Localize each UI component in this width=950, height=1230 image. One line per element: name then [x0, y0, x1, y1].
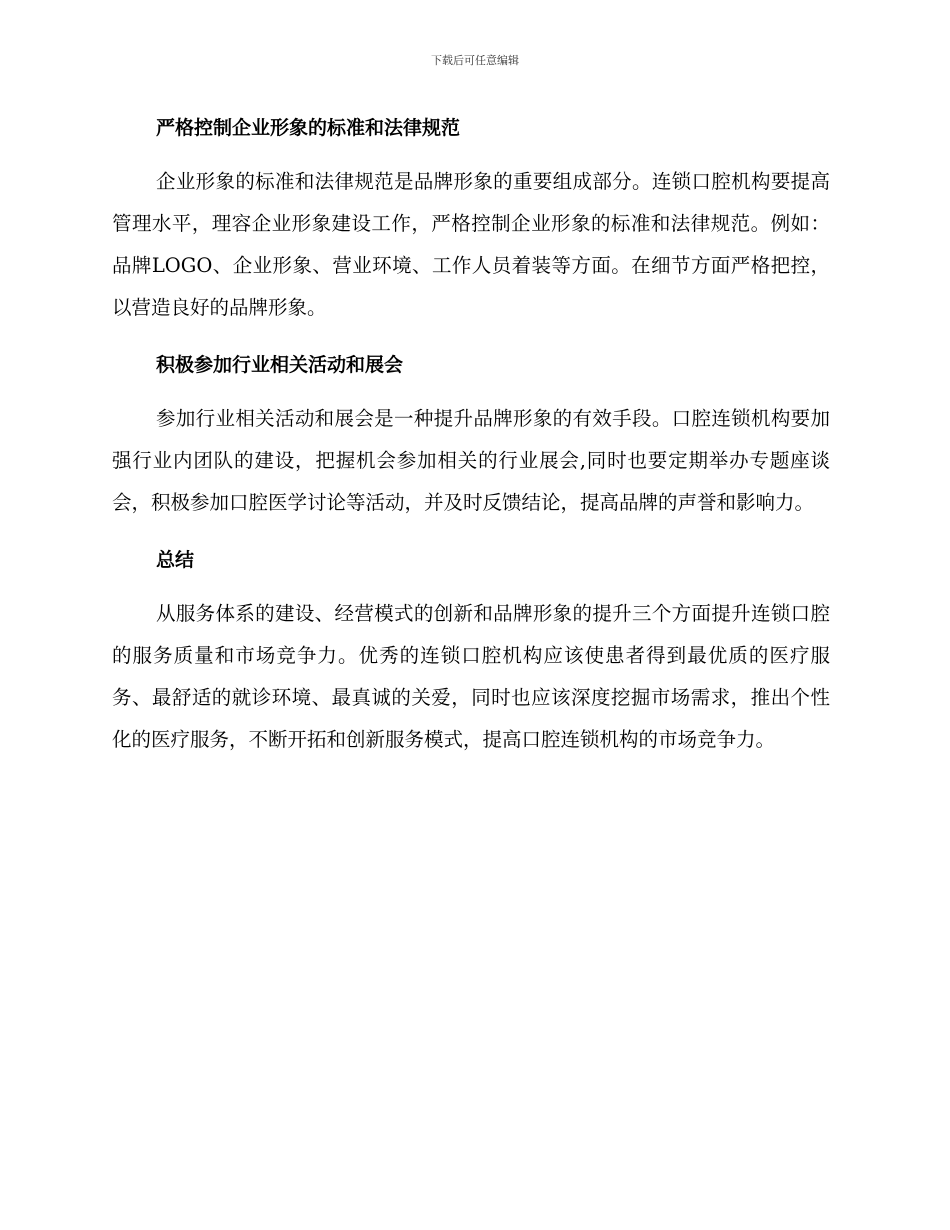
section-paragraph: 企业形象的标准和法律规范是品牌形象的重要组成部分。连锁口腔机构要提高管理水平，理容企业形象建设工作，严格控制企业形象的标准和法律规范。例如：品牌LOGO、企业形象、营业环境、工作人员着装等方面。在细节方面严格把控，以营造良好的品牌形象。 — [112, 170, 830, 319]
section-brand-standards — [112, 108, 830, 329]
section-heading: 严格控制企业形象的标准和法律规范 — [156, 117, 461, 139]
section-paragraph: 参加行业相关活动和展会是一种提升品牌形象的有效手段。口腔连锁机构要加强行业内团队的建设，把握机会参加相关的行业展会,同时也要定期举办专题座谈会，积极参加口腔医学讨论等活动，并及时反馈结论，提高品牌的声誉和影响力。 — [112, 407, 830, 514]
section-heading: 总结 — [156, 549, 195, 571]
section-summary — [112, 540, 830, 761]
section-industry-events — [112, 345, 830, 524]
header-note: 下载后可任意编辑 — [431, 54, 519, 67]
section-heading: 积极参加行业相关活动和展会 — [156, 354, 404, 376]
document-body — [112, 108, 830, 777]
section-paragraph: 从服务体系的建设、经营模式的创新和品牌形象的提升三个方面提升连锁口腔的服务质量和市场竞争力。优秀的连锁口腔机构应该使患者得到最优质的医疗服务、最舒适的就诊环境、最真诚的关爱，同时也应该深度挖掘市场需求，推出个性化的医疗服务，不断开拓和创新服务模式，提高口腔连锁机构的市场竞争力。 — [112, 602, 830, 751]
